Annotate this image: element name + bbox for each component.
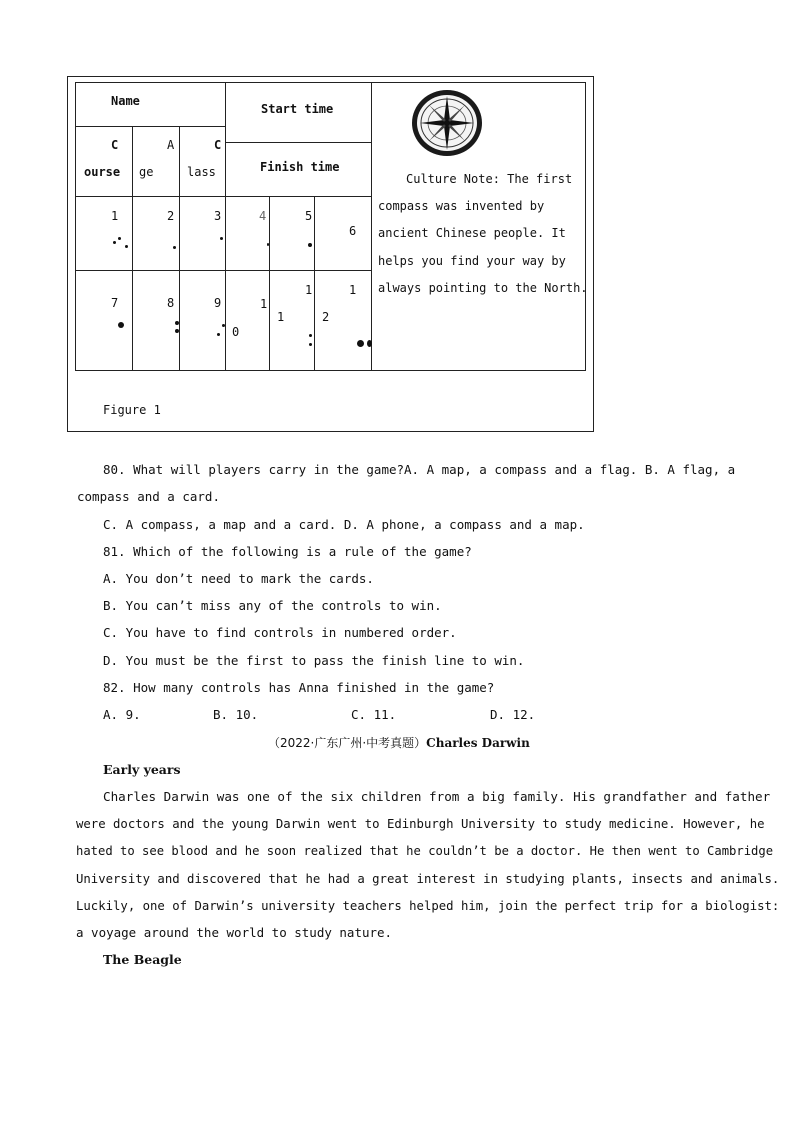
row1-num-2: 2: [167, 209, 175, 223]
q81-option-d: D. You must be the first to pass the finish line to win.: [103, 653, 525, 668]
paragraph-line-1: Charles Darwin was one of the six children from a big family. His grandfather and father: [103, 789, 771, 804]
row1-num-3: 3: [214, 209, 222, 223]
culture-note-line-1: Culture Note: The first: [406, 172, 573, 186]
row1-num-5: 5: [305, 209, 313, 223]
row1-num-6: 6: [349, 224, 357, 238]
row2-num-8: 8: [167, 296, 175, 310]
finish-time-label: Finish time: [260, 160, 340, 174]
q81-option-a: A. You don’t need to mark the cards.: [103, 571, 374, 586]
dot-mark: [217, 333, 220, 336]
row2-num-12a: 1: [349, 283, 357, 297]
dot-mark: [309, 334, 312, 337]
q82-stem: 82. How many controls has Anna finished in the game?: [103, 680, 495, 695]
row2-num-12b: 2: [322, 310, 330, 324]
dot-mark: [118, 237, 121, 240]
age-label-rest: ge: [139, 165, 154, 179]
course-label-c: C: [111, 138, 119, 152]
q80-line2: compass and a card.: [77, 489, 220, 504]
class-label-c: C: [214, 138, 222, 152]
q82-option-d: D. 12.: [490, 707, 536, 722]
paragraph-line-3: hated to see blood and he soon realized that he couldn’t be a doctor. He then went to Cambridge: [76, 844, 774, 858]
q80-line1: 80. What will players carry in the game?A. A map, a compass and a flag. B. A flag, a: [103, 462, 736, 477]
row2-num-11a: 1: [305, 283, 313, 297]
paragraph-line-2: were doctors and the young Darwin went to Edinburgh University to study medicine. However, he: [76, 817, 765, 831]
dot-mark: [267, 243, 269, 246]
dot-mark: [118, 322, 124, 328]
dot-mark: [308, 243, 312, 247]
paragraph-line-6: a voyage around the world to study nature.: [76, 925, 393, 940]
culture-note-line-2: compass was invented by: [378, 199, 545, 213]
name-label: Name: [111, 94, 140, 108]
paragraph-line-5: Luckily, one of Darwin’s university teachers helped him, join the perfect trip for a biologist:: [76, 899, 780, 913]
dot-mark: [367, 340, 372, 347]
row2-num-9: 9: [214, 296, 222, 310]
row1-num-4: 4: [259, 209, 267, 223]
compass-icon: [410, 88, 484, 158]
q81-option-b: B. You can’t miss any of the controls to win.: [103, 598, 442, 613]
dot-mark: [125, 245, 128, 248]
q82-option-c: C. 11.: [351, 707, 397, 722]
row2-num-10b: 0: [232, 325, 240, 339]
age-label-a: A: [167, 138, 175, 152]
class-label-rest: lass: [187, 165, 216, 179]
paragraph-line-4: University and discovered that he had a great interest in studying plants, insects and animals.: [76, 872, 780, 886]
dot-mark: [220, 237, 223, 240]
start-time-label: Start time: [261, 102, 334, 116]
row2-num-7: 7: [111, 296, 119, 310]
row1-num-1: 1: [111, 209, 119, 223]
dot-mark: [175, 329, 179, 333]
figure-caption: Figure 1: [103, 403, 161, 417]
dot-mark: [113, 241, 116, 244]
q81-stem: 81. Which of the following is a rule of the game?: [103, 544, 472, 559]
dot-mark: [222, 324, 225, 327]
dot-mark: [309, 343, 312, 346]
dot-mark: [173, 246, 176, 249]
course-label-rest: ourse: [84, 165, 121, 179]
q82-option-b: B. 10.: [213, 707, 259, 722]
article-source: （2022·广东广州·中考真题）: [268, 736, 427, 750]
q80-line3: C. A compass, a map and a card. D. A phone, a compass and a map.: [103, 517, 585, 532]
row2-num-10a: 1: [260, 297, 268, 311]
section-early-years: Early years: [103, 762, 181, 777]
article-heading: [268, 734, 530, 751]
q82-option-a: A. 9.: [103, 707, 141, 722]
dot-mark: [175, 321, 179, 325]
section-the-beagle: The Beagle: [103, 952, 182, 967]
row2-num-11b: 1: [277, 310, 285, 324]
dot-mark: [357, 340, 364, 347]
culture-note-line-5: always pointing to the North.: [378, 281, 588, 295]
culture-note-line-3: ancient Chinese people. It: [378, 226, 566, 240]
q81-option-c: C. You have to find controls in numbered order.: [103, 625, 457, 640]
culture-note-line-4: helps you find your way by: [378, 254, 566, 268]
article-title: Charles Darwin: [426, 736, 530, 750]
